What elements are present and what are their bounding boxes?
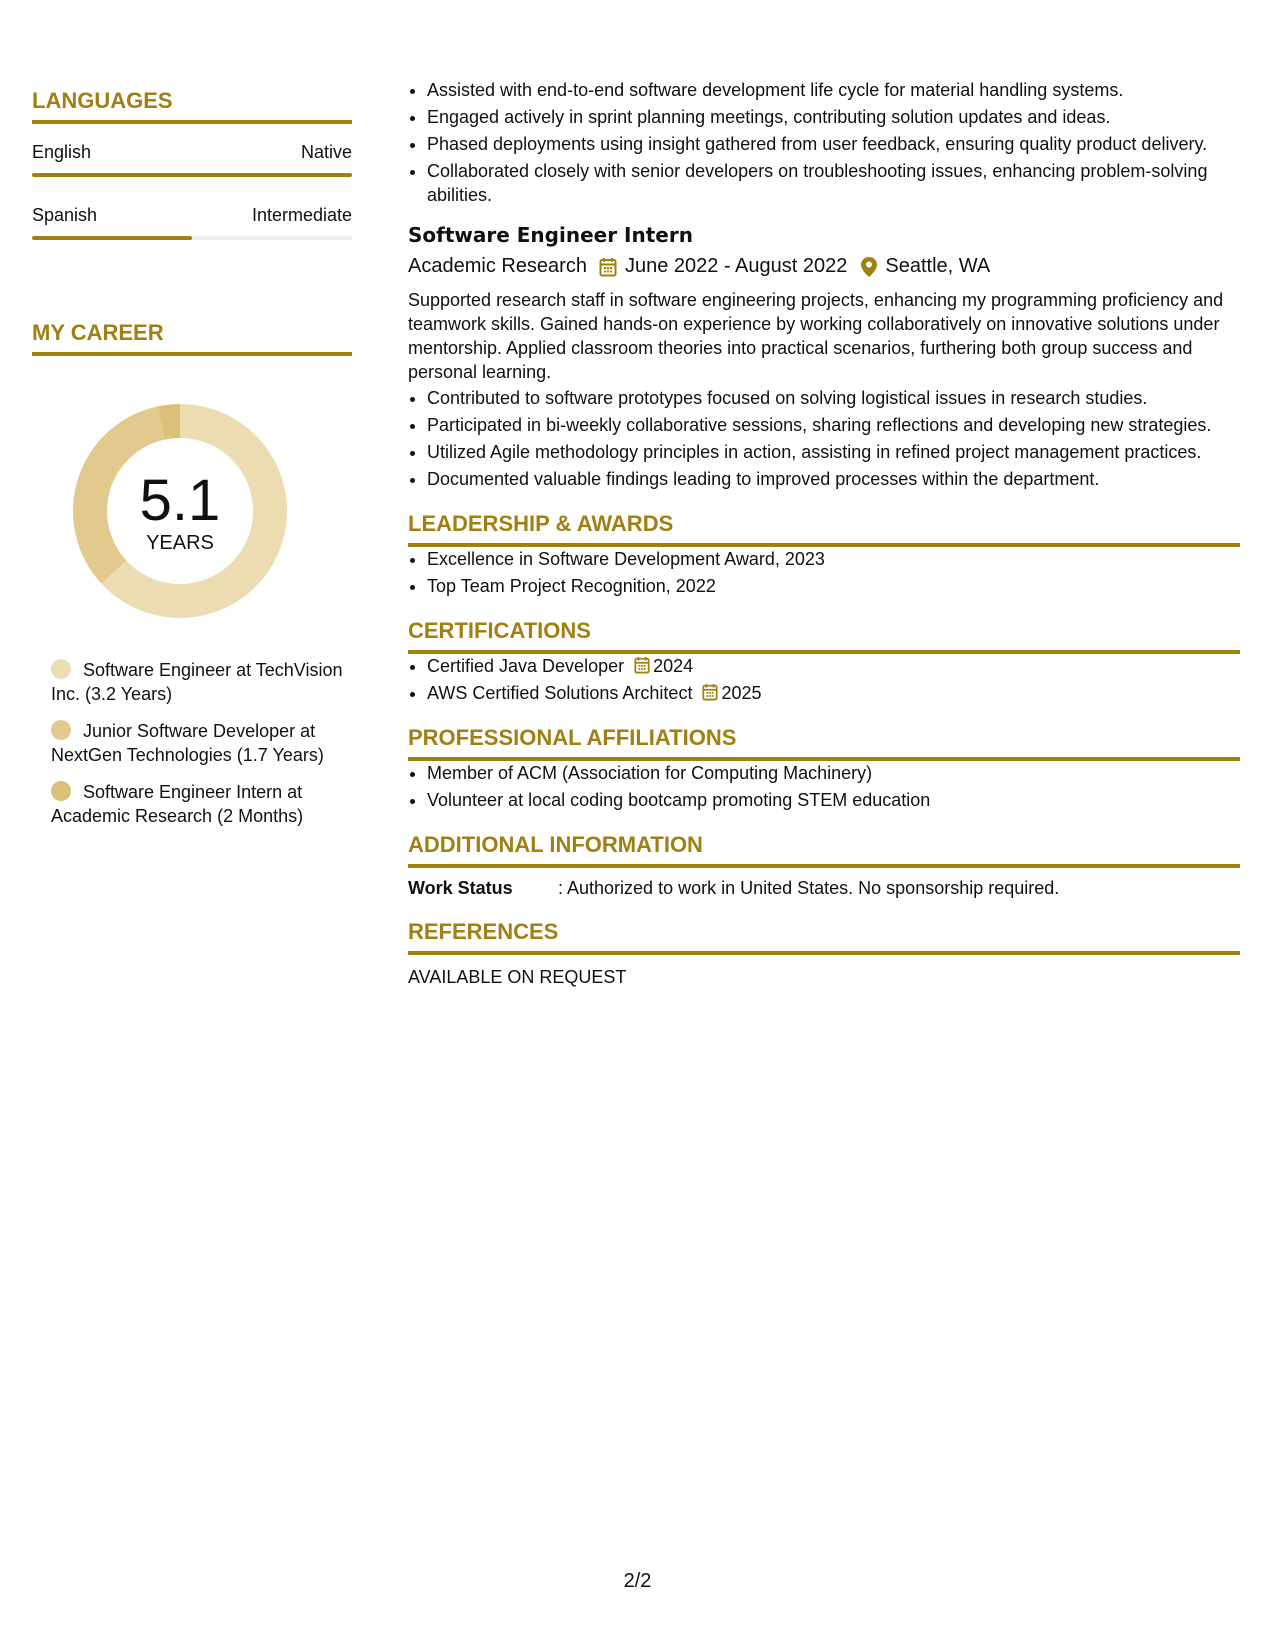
language-name: English <box>32 142 92 162</box>
legend-item <box>51 780 352 828</box>
language-level: Native <box>300 142 352 162</box>
legend-item <box>51 658 352 706</box>
page-number: 2/2 <box>623 1570 652 1592</box>
leadership-heading: LEADERSHIP & AWARDS <box>408 511 1240 547</box>
calendar-icon <box>702 683 718 701</box>
legend-dot <box>51 720 71 740</box>
affiliations-heading: PROFESSIONAL AFFILIATIONS <box>408 725 1240 761</box>
work-status-label: Work Status <box>408 878 513 898</box>
list-item: • Phased deployments using insight gathered from user feedback, ensuring quality product delivery. <box>427 132 1240 156</box>
career-heading: MY CAREER <box>32 320 352 356</box>
job-meta <box>408 255 1240 278</box>
affiliations-list <box>408 761 1240 812</box>
legend-dot <box>51 781 71 801</box>
list-item: • Contributed to software prototypes focused on solving logistical issues in research studies. <box>427 386 1240 410</box>
legend-label: Software Engineer Intern at Academic Research (2 Months) <box>51 782 304 826</box>
career-section <box>32 320 352 828</box>
list-item: • Member of ACM (Association for Computing Machinery) <box>427 761 1240 785</box>
certification-name: AWS Certified Solutions Architect <box>427 683 693 703</box>
list-item: • Volunteer at local coding bootcamp promoting STEM education <box>427 788 1240 812</box>
career-total-unit: YEARS <box>146 532 214 554</box>
list-item: • Collaborated closely with senior developers on troubleshooting issues, enhancing problem-solving abilities. <box>427 159 1240 207</box>
list-item: • Utilized Agile methodology principles in action, assisting in refined project management practices. <box>427 440 1240 464</box>
legend-dot <box>51 659 71 679</box>
career-legend <box>51 658 352 828</box>
legend-item <box>51 719 352 767</box>
language-proficiency-fill <box>32 173 352 177</box>
career-total-years: 5.1 <box>139 468 221 533</box>
donut-center <box>67 398 293 624</box>
language-level: Intermediate <box>251 205 352 225</box>
work-status-value: : Authorized to work in United States. No sponsorship required. <box>558 878 1060 898</box>
language-name: Spanish <box>32 205 98 225</box>
previous-job-bullets <box>408 78 1240 207</box>
work-status-row <box>408 878 1240 899</box>
language-proficiency-bar <box>32 236 352 240</box>
list-item: • Assisted with end-to-end software development life cycle for material handling systems. <box>427 78 1240 102</box>
additional-info-heading: ADDITIONAL INFORMATION <box>408 832 1240 868</box>
job-description: Supported research staff in software engineering projects, enhancing my programming proficiency and teamwork skills. Gained hands-on experience by working collaboratively on innovative solutions under mentorship. Applied classroom theories into practical scenarios, furthering both group success and personal learning. <box>408 290 1224 382</box>
job-location: Seattle, WA <box>885 255 991 277</box>
list-item: • Participated in bi-weekly collaborative sessions, sharing reflections and developing new strategies. <box>427 413 1240 437</box>
certifications-list <box>408 654 1240 705</box>
calendar-icon <box>634 656 650 674</box>
language-english <box>32 142 352 177</box>
left-column <box>32 88 352 841</box>
right-column <box>408 78 1240 988</box>
language-proficiency-bar <box>32 173 352 177</box>
certifications-heading: CERTIFICATIONS <box>408 618 1240 654</box>
list-item: • Excellence in Software Development Award, 2023 <box>427 547 1240 571</box>
references-text: AVAILABLE ON REQUEST <box>408 967 627 987</box>
job-company: Academic Research <box>408 255 587 277</box>
language-proficiency-fill <box>32 236 192 240</box>
career-donut-chart <box>67 398 293 624</box>
location-pin-icon <box>861 257 877 277</box>
certification-year: 2024 <box>653 656 694 676</box>
certification-year: 2025 <box>721 683 762 703</box>
leadership-list <box>408 547 1240 598</box>
list-item <box>427 681 1240 705</box>
languages-heading: LANGUAGES <box>32 88 352 124</box>
list-item: • Top Team Project Recognition, 2022 <box>427 574 1240 598</box>
certification-name: Certified Java Developer <box>427 656 625 676</box>
language-spanish <box>32 205 352 240</box>
list-item: • Documented valuable findings leading to improved processes within the department. <box>427 467 1240 491</box>
job-title: Software Engineer Intern <box>408 223 693 247</box>
calendar-icon <box>599 257 617 277</box>
job-dates: June 2022 - August 2022 <box>624 255 848 277</box>
legend-label: Software Engineer at TechVision Inc. (3.2 Years) <box>51 660 343 704</box>
list-item: • Engaged actively in sprint planning meetings, contributing solution updates and ideas. <box>427 105 1240 129</box>
legend-label: Junior Software Developer at NextGen Technologies (1.7 Years) <box>51 721 324 765</box>
list-item <box>427 654 1240 678</box>
job-bullets <box>408 386 1240 491</box>
references-heading: REFERENCES <box>408 919 1240 955</box>
